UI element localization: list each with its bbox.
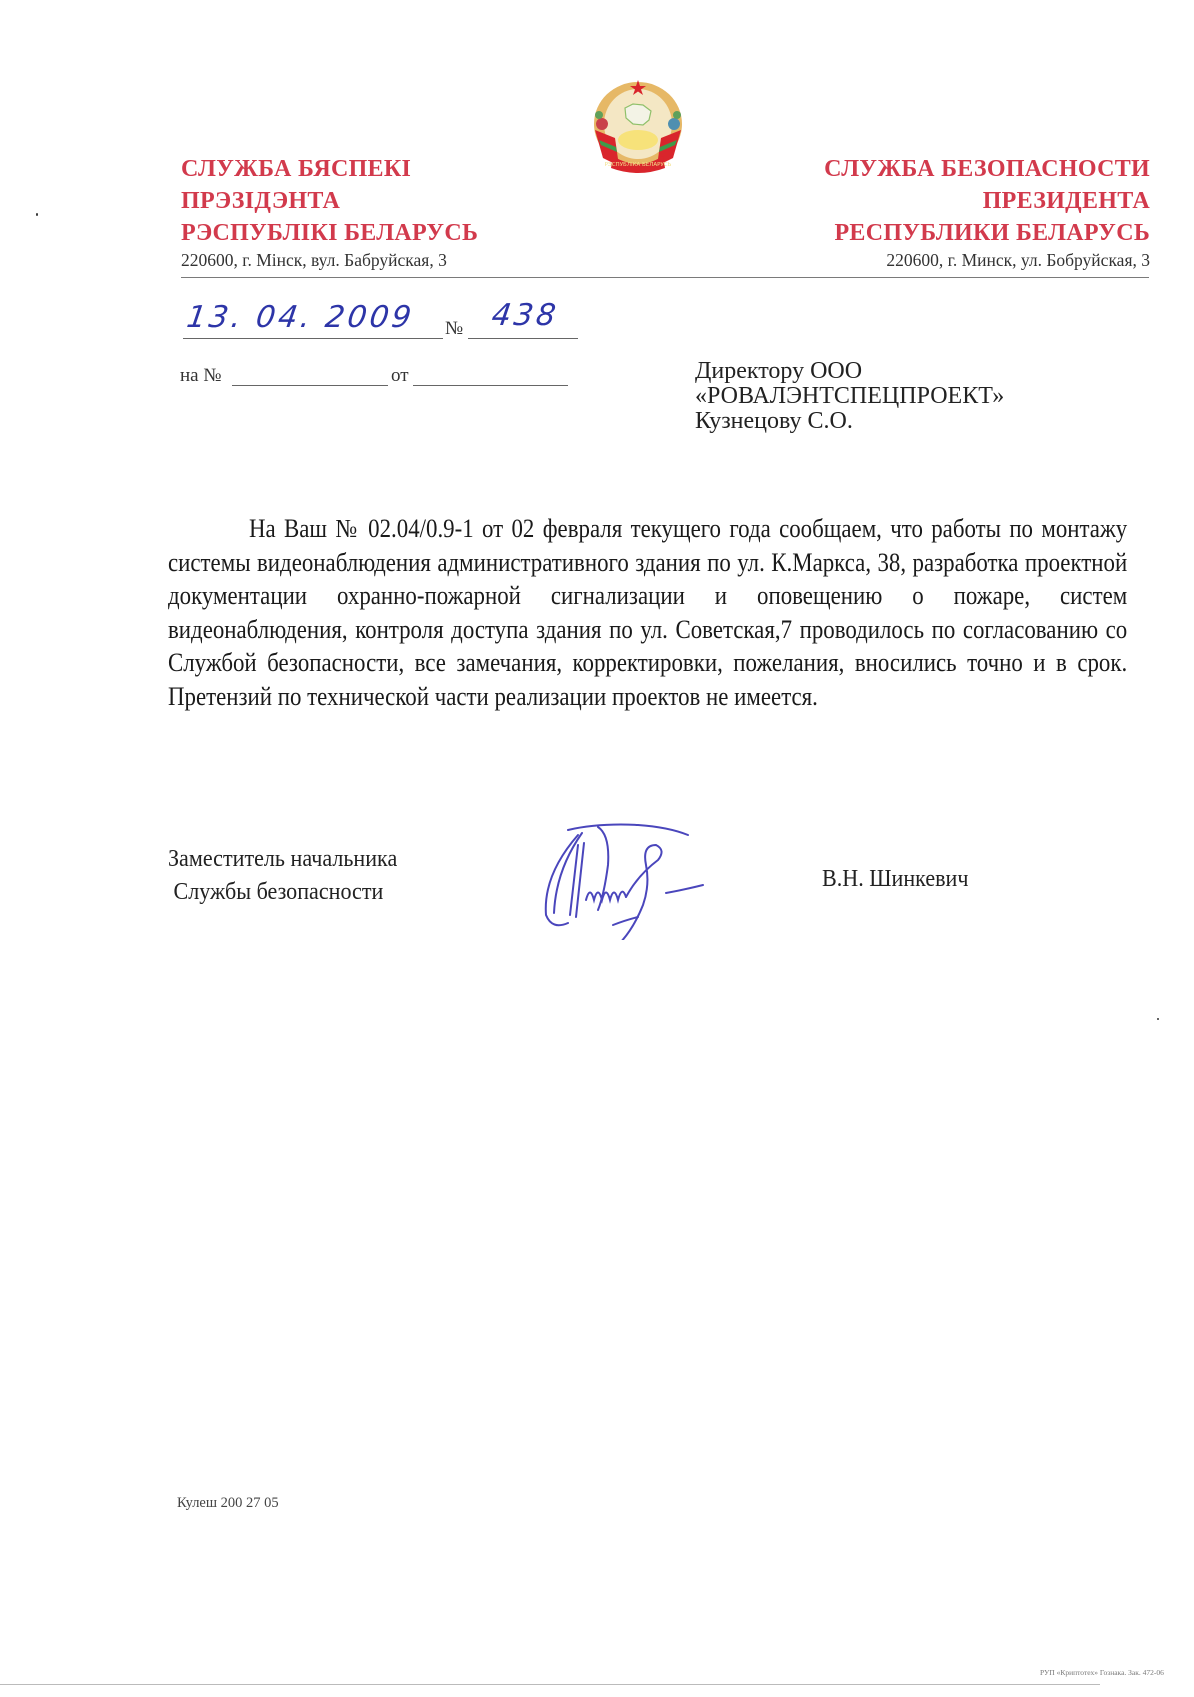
letterhead-right-line-2: ПРЕЗИДЕНТА (982, 188, 1150, 214)
emblem-ribbon-text: РЭСПУБЛІКА БЕЛАРУСЬ (604, 162, 672, 168)
letterhead-left (181, 153, 478, 271)
signatory-title (168, 843, 397, 909)
recipient-line-2: «РОВАЛЭНТСПЕЦПРОЕКТ» (695, 383, 1005, 409)
from-label: от (391, 365, 409, 386)
recipient-line-3: Кузнецову С.О. (695, 408, 853, 434)
reply-to-label: на № (180, 365, 222, 386)
page-bottom-edge (0, 1684, 1100, 1685)
number-label: № (445, 318, 464, 339)
letterhead-right-address: 220600, г. Минск, ул. Бобруйская, 3 (886, 250, 1150, 270)
reply-date-field (413, 385, 568, 386)
letterhead-separator (181, 277, 1149, 278)
printer-imprint: РУП «Криптотех» Гознака. Зак. 472-06 (1040, 1668, 1164, 1677)
scan-speck (36, 213, 38, 216)
letterhead-left-line-2: ПРЭЗІДЭНТА (181, 188, 341, 214)
letterhead-right-line-3: РЕСПУБЛИКИ БЕЛАРУСЬ (834, 220, 1150, 246)
reply-number-field (232, 385, 388, 386)
executor-contact: Кулеш 200 27 05 (177, 1495, 279, 1511)
number-underline (468, 338, 578, 339)
registration-number: 438 (489, 298, 561, 333)
handwritten-signature-icon (538, 805, 728, 940)
recipient-block (695, 359, 1004, 434)
letterhead-left-line-3: РЭСПУБЛІКІ БЕЛАРУСЬ (181, 220, 479, 246)
letterhead-right (824, 153, 1150, 271)
recipient-line-1: Директору ООО (695, 358, 863, 384)
body-paragraph: На Ваш № 02.04/0.9-1 от 02 февраля текущего года сообщаем, что работы по монтажу системы видеонаблюдения административного здания по ул. К.Маркса, 38, разработка проектной документации охранно-пожарной сигнализации и оповещению о пожаре, систем видеонаблюдения, контроля доступа здания по ул. Советская,7 проводилось по согласованию со Службой безопасности, все замечания, корректировки, пожелания, вносились точно и в срок. Претензий по технической части реализации проектов не имеется. (168, 514, 1128, 711)
registration-date: 13. 04. 2009 (184, 300, 417, 335)
scan-speck (1157, 1018, 1159, 1020)
signatory-title-line-2: Службы безопасности (173, 879, 384, 905)
letter-body (168, 512, 1127, 713)
letterhead-right-line-1: СЛУЖБА БЕЗОПАСНОСТИ (824, 156, 1150, 182)
date-underline (183, 338, 443, 339)
signatory-title-line-1: Заместитель начальника (168, 846, 398, 872)
letterhead-left-line-1: СЛУЖБА БЯСПЕКІ (181, 156, 412, 182)
belarus-emblem-icon (585, 78, 691, 174)
letterhead-left-address: 220600, г. Мінск, вул. Бабруйская, 3 (181, 250, 447, 270)
signatory-name: В.Н. Шинкевич (822, 866, 969, 892)
